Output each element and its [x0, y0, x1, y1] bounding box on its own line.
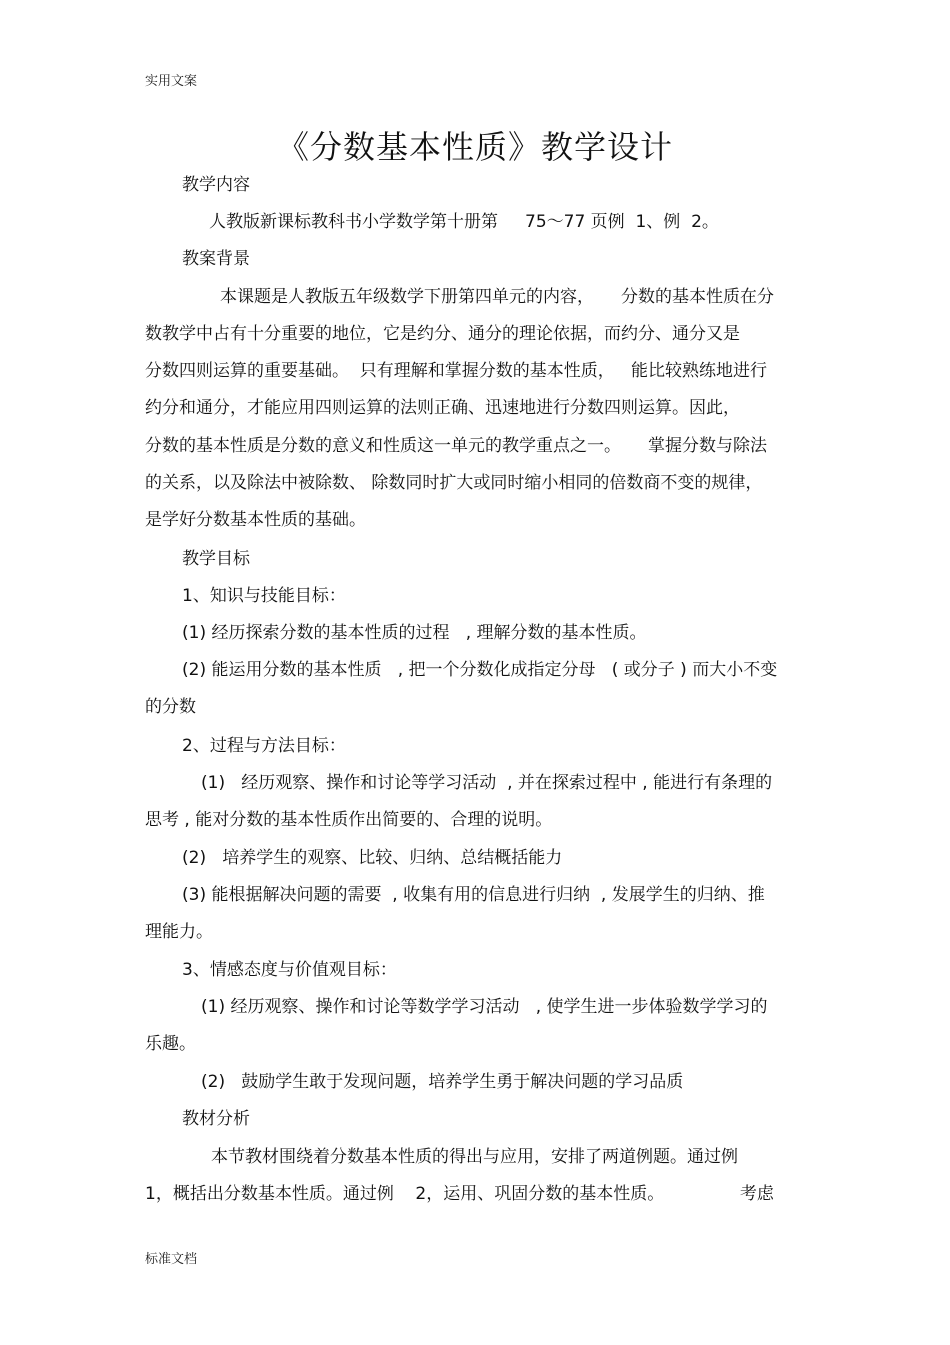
paragraph-line: 本节教材围绕着分数基本性质的得出与应用，安排了两道例题。通过例 — [211, 1147, 738, 1167]
section-heading-content: 教学内容 — [182, 175, 250, 195]
list-item: (3) 能根据解决问题的需要 , 收集有用的信息进行归纳 , 发展学生的归纳、推 — [182, 885, 765, 905]
paragraph-line: 1，概括出分数基本性质。通过例 2，运用、巩固分数的基本性质。 考虑 — [145, 1184, 774, 1204]
list-heading: 2、过程与方法目标： — [182, 736, 346, 756]
paragraph-line: 分数的基本性质是分数的意义和性质这一单元的教学重点之一。 掌握分数与除法 — [145, 436, 768, 456]
paragraph-line: 数教学中占有十分重要的地位，它是约分、通分的理论依据，而约分、通分又是 — [145, 324, 740, 344]
section-heading-objectives: 教学目标 — [182, 549, 250, 569]
paragraph-line: 的关系，以及除法中被除数、 除数同时扩大或同时缩小相同的倍数商不变的规律， — [145, 473, 763, 493]
paragraph-line: 是学好分数基本性质的基础。 — [145, 510, 366, 530]
list-item: (1) 经历观察、操作和讨论等数学学习活动 , 使学生进一步体验数学学习的 — [201, 997, 768, 1017]
paragraph-line: 思考 , 能对分数的基本性质作出简要的、合理的说明。 — [145, 810, 553, 830]
list-item: (2) 鼓励学生敢于发现问题，培养学生勇于解决问题的学习品质 — [201, 1072, 684, 1092]
list-item: (1) 经历观察、操作和讨论等学习活动 , 并在探索过程中 , 能进行有条理的 — [201, 773, 773, 793]
paragraph-line: 约分和通分，才能应用四则运算的法则正确、迅速地进行分数四则运算。因此， — [145, 398, 740, 418]
paragraph-line: 本课题是人教版五年级数学下册第四单元的内容， 分数的基本性质在分 — [220, 287, 775, 307]
list-item: (2) 能运用分数的基本性质 , 把一个分数化成指定分母 ( 或分子 ) 而大小不变 — [182, 660, 778, 680]
page-footer: 标准文档 — [145, 1252, 198, 1267]
paragraph-line: 理能力。 — [145, 922, 213, 942]
paragraph-line: 人教版新课标教科书小学数学第十册第 75～77 页例 1、例 2。 — [209, 212, 719, 232]
page-header: 实用文案 — [145, 74, 198, 89]
paragraph-line: 的分数 — [145, 697, 196, 717]
section-heading-background: 教案背景 — [182, 249, 250, 269]
document-title: 《分数基本性质》教学设计 — [276, 128, 673, 166]
paragraph-line: 分数四则运算的重要基础。 只有理解和掌握分数的基本性质， 能比较熟练地进行 — [145, 361, 768, 381]
list-item: (1) 经历探索分数的基本性质的过程 , 理解分数的基本性质。 — [182, 623, 647, 643]
list-heading: 1、知识与技能目标： — [182, 586, 346, 606]
section-heading-analysis: 教材分析 — [182, 1109, 250, 1129]
list-item: (2) 培养学生的观察、比较、归纳、总结概括能力 — [182, 848, 563, 868]
paragraph-line: 乐趣。 — [145, 1034, 196, 1054]
list-heading: 3、情感态度与价值观目标： — [182, 960, 397, 980]
